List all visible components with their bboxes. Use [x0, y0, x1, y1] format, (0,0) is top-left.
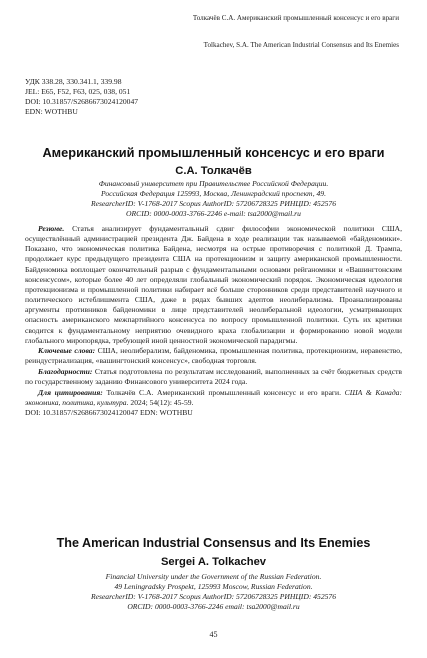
citation-doi[interactable]: DOI: 10.31857/S2686673024120047 EDN: WOTHBU [25, 407, 193, 417]
acknowledgements-label: Благодарности: [38, 367, 93, 377]
affiliation-line: ORCID: 0000-0003-3766-2246 email: tsa2000@mail.ru [127, 602, 300, 612]
running-header-ru: Толкачёв С.А. Американский промышленный консенсус и его враги [192, 14, 399, 22]
acknowledgements-text: Статья подготовлена по результатам исследований, выполненных за счёт бюджетных средств по государственному заданию Финансового университета 2024 года. [25, 367, 402, 387]
citation-paragraph [25, 388, 402, 418]
citation-label: Для цитирования: [38, 387, 103, 397]
citation-text: Толкачёв С.А. Американский промышленный консенсус и его враги. [106, 387, 342, 397]
author-affiliation-ru [0, 179, 427, 219]
citation-journal: США & Канада: экономика, политика, культура. [25, 387, 402, 407]
affiliation-line: ResearcherID: V-1768-2017 Scopus AuthorID: 57206728325 РИНЦID: 452576 [90, 592, 337, 602]
abstract-paragraph [25, 224, 402, 346]
author-name-ru: С.А. Толкачёв [175, 165, 252, 177]
author-affiliation-en [0, 572, 427, 612]
doi[interactable]: DOI: 10.31857/S2686673024120047 [25, 96, 139, 106]
citation-issue: 2024; 54(12): 45-59. [130, 397, 194, 407]
author-name-en: Sergei A. Tolkachev [160, 556, 267, 568]
acknowledgements-paragraph [25, 367, 402, 387]
keywords-paragraph [25, 346, 402, 366]
abstract-text: Статья анализирует фундаментальный сдвиг философии экономической политики США, осуществлённый администрацией президента Дж. Байдена в ходе реализации так называемой «байденомики». Показано, что экономическая политика Байдена, несмотря на острые противоречия с политикой Д. Трампа, продолжает курс предыдущего президента США на протекционизм и защиту американской промышленности. Байденомика воплощает окончательный разрыв с фундаментальными основами рейганомики и «Вашингтонским консенсусом», которые более 40 лет определяли глобальный экономический порядок. Экономическая идеология протекционизма и промышленной политики набирает всё больше сторонников среди представителей научного и политического истеблишмента США, даже в рядах бывших адептов неолиберализма. Проанализированы аргументы противников байденомики в лице представителей неолиберальной идеологии, усматривающих опасность американского межпартийного консенсуса по вопросу промышленной политики. Суть их критики сводится к фундаментальному неприятию очевидного краха глобализации и формированию новой модели глобального миропорядка, требующей иной ценностной экономической парадигмы. [25, 224, 402, 345]
keywords-text: США, неолиберализм, байденомика, промышленная политика, протекционизм, неравенство, реиндустриализация, «вашингтонский консенсус», свободная торговля. [25, 345, 402, 366]
article-identifiers [25, 77, 138, 117]
affiliation-line: Российская Федерация 125993, Москва, Ленинградский проспект, 49. [100, 189, 327, 199]
running-header-en: Tolkachev, S.A. The American Industrial Consensus and Its Enemies [203, 41, 399, 49]
affiliation-line: ORCID: 0000-0003-3766-2246 e-mail: tsa2000@mail.ru [126, 209, 301, 219]
affiliation-line: ResearcherID: V-1768-2017 Scopus AuthorID: 57206728325 РИНЦID: 452576 [90, 199, 337, 209]
abstract-block [25, 224, 402, 418]
udc-code: УДК 338.28, 330.341.1, 339.98 [25, 77, 122, 86]
keywords-label: Ключевые слова: [38, 345, 96, 355]
jel-codes: JEL: E65, F52, F63, 025, 038, 051 [25, 86, 131, 96]
affiliation-line: Financial University under the Government of the Russian Federation. [105, 572, 322, 581]
affiliation-line: Финансовый университет при Правительстве Российской Федерации. [98, 179, 329, 188]
page-number: 45 [209, 630, 218, 639]
abstract-label: Резюме. [38, 224, 65, 233]
article-title-ru: Американский промышленный консенсус и его враги [42, 145, 385, 160]
edn: EDN: WOTHBU [25, 106, 78, 116]
article-title-en: The American Industrial Consensus and Its Enemies [56, 536, 371, 550]
affiliation-line: 49 Leningradsky Prospekt, 125993 Moscow, Russian Federation. [114, 582, 313, 592]
